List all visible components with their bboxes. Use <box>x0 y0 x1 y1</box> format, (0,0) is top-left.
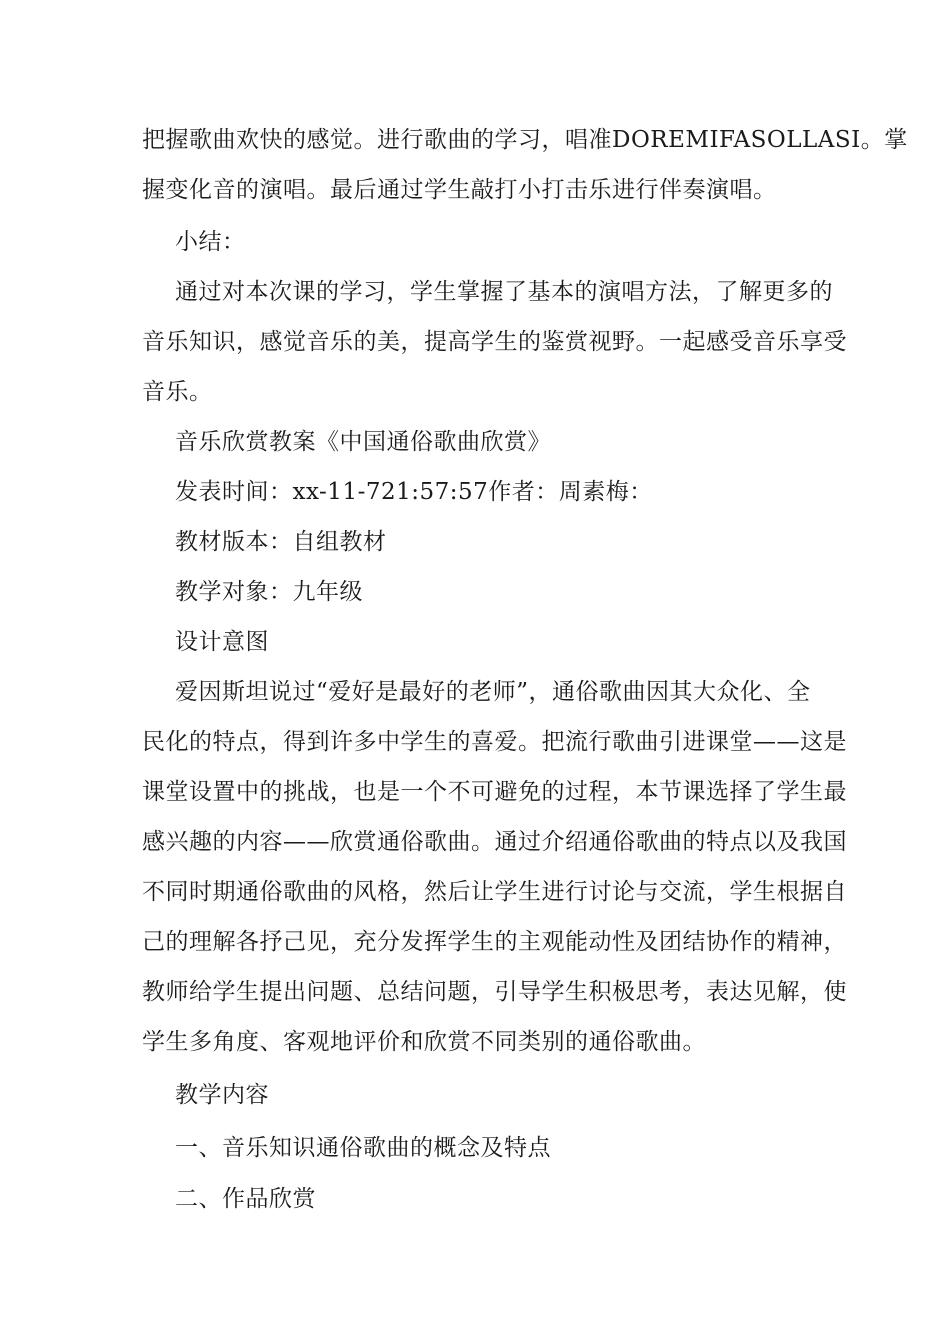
lesson-title: 音乐欣赏教案《中国通俗歌曲欣赏》 <box>175 429 551 455</box>
paragraph-line: 课堂设置中的挑战，也是一个不可避免的过程，本节课选择了学生最 <box>142 779 847 805</box>
paragraph-line: 爱因斯坦说过“爱好是最好的老师”，通俗歌曲因其大众化、全 <box>175 679 811 705</box>
section-heading: 小结： <box>175 229 246 255</box>
publish-info: 发表时间：xx-11-721:57:57作者：周素梅： <box>175 479 653 505</box>
list-item: 二、作品欣赏 <box>175 1186 316 1212</box>
paragraph-line: 通过对本次课的学习，学生掌握了基本的演唱方法，了解更多的 <box>175 279 833 305</box>
paragraph-line: 教师给学生提出问题、总结问题，引导学生积极思考，表达见解，使 <box>142 979 847 1005</box>
textbook-version: 教材版本：自组教材 <box>175 529 387 555</box>
paragraph-line: 音乐知识，感觉音乐的美，提高学生的鉴赏视野。一起感受音乐享受 <box>142 329 847 355</box>
paragraph-line: 不同时期通俗歌曲的风格，然后让学生进行讨论与交流，学生根据自 <box>142 879 847 905</box>
teaching-target: 教学对象：九年级 <box>175 579 363 605</box>
section-heading: 教学内容 <box>175 1082 269 1108</box>
paragraph-line: 己的理解各抒己见，充分发挥学生的主观能动性及团结协作的精神， <box>142 929 847 955</box>
paragraph-line: 把握歌曲欢快的感觉。进行歌曲的学习，唱准DOREMIFASOLLASI。掌 <box>142 127 908 153</box>
list-item: 一、音乐知识通俗歌曲的概念及特点 <box>175 1135 551 1161</box>
section-heading: 设计意图 <box>175 629 269 655</box>
paragraph-line: 感兴趣的内容——欣赏通俗歌曲。通过介绍通俗歌曲的特点以及我国 <box>142 829 847 855</box>
paragraph-line: 握变化音的演唱。最后通过学生敲打小打击乐进行伴奏演唱。 <box>142 177 777 203</box>
paragraph-line: 学生多角度、客观地评价和欣赏不同类别的通俗歌曲。 <box>142 1029 706 1055</box>
paragraph-line: 民化的特点，得到许多中学生的喜爱。把流行歌曲引进课堂——这是 <box>142 729 847 755</box>
paragraph-line: 音乐。 <box>142 379 213 405</box>
